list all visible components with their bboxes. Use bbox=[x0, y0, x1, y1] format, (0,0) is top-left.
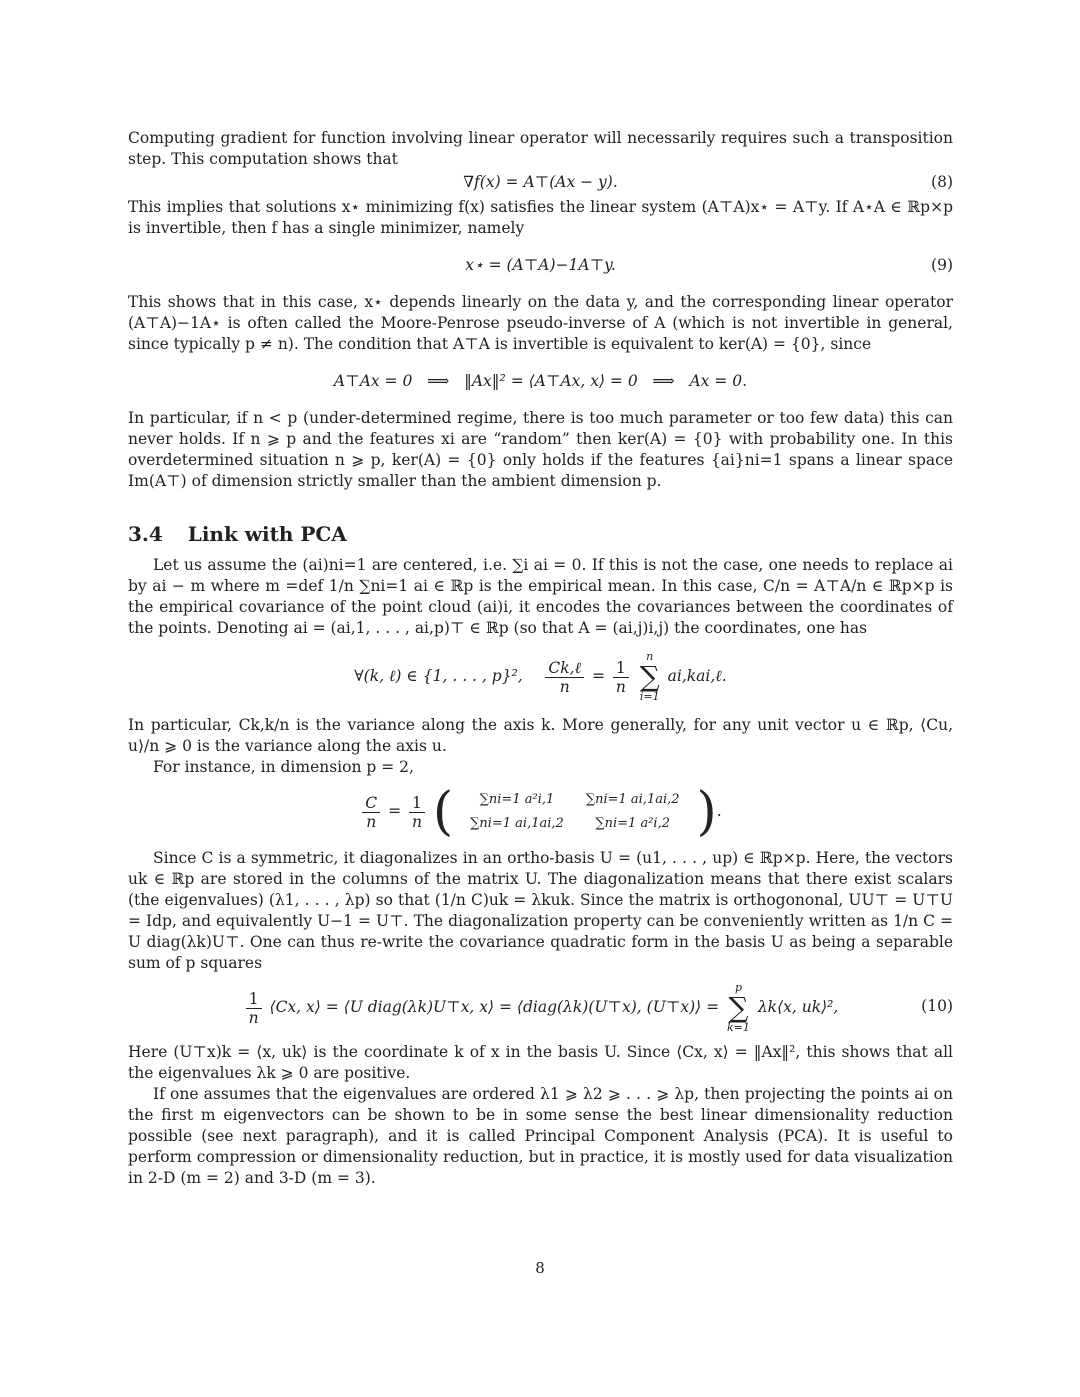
equation-covariance: ∀(k, ℓ) ∈ {1, . . . , p}², $\frac{\text{Ck,ℓ}}{n}$ = $\frac{1}{n}$ n ∑ i=1 ai,kai,ℓ. bbox=[354, 650, 727, 703]
equation-matrix: $\frac{C}{n}$ = $\frac{1}{n}$ ( ∑ni=1 a²i,1 ∑ni=1 ai,1ai,2 ∑ni=1 ai,1ai,2 ∑ni=1 a²i,2 ). bbox=[128, 786, 953, 838]
covariance-summand: ai,kai,ℓ. bbox=[667, 667, 727, 685]
variance-paragraph: In particular, Ck,k/n is the variance along the axis k. More generally, for any unit vector u ∈ ℝp, ⟨Cu, u⟩/n ⩾ 0 is the variance along the axis u. bbox=[128, 716, 953, 755]
covariance-quantifier: ∀(k, ℓ) ∈ {1, . . . , p}², bbox=[354, 667, 523, 685]
linear-system-paragraph: This implies that solutions x⋆ minimizing f(x) satisfies the linear system (A⊤A)x⋆ = A⊤y. If A⋆A ∈ ℝp×p is invertible, then f has a single minimizer, namely bbox=[128, 198, 953, 237]
c-over-n-fraction: $\frac{C}{n}$ bbox=[362, 794, 380, 831]
regime-paragraph: In particular, if n < p (under-determined regime, there is too much parameter or too few data) this can never holds. If n ⩾ p and the features xi are “random” then ker(A) = {0} with probability one. In this overdetermined situation n ⩾ p, ker(A) = {0} only holds if the features {ai}ni=1 spans a linear space Im(A⊤) of dimension strictly smaller than the ambient dimension p. bbox=[128, 409, 953, 490]
one-over-n-fraction-2: $\frac{1}{n}$ bbox=[409, 794, 425, 831]
section-number: 3.4 bbox=[128, 522, 163, 546]
summation-symbol: n ∑ i=1 bbox=[639, 650, 660, 703]
section-title: Link with PCA bbox=[187, 522, 347, 546]
equation-9 bbox=[128, 255, 953, 276]
equation-8-number: (8) bbox=[931, 173, 953, 191]
diagonalization-paragraph: Since C is a symmetric, it diagonalizes in an ortho-basis U = (u1, . . . , up) ∈ ℝp×p. Here, the vectors uk ∈ ℝp are stored in the columns of the matrix U. The diagonalization means that there exist scalars (the eigenvalues) (λ1, . . . , λp) so that (1/n C)uk = λkuk. Since the matrix is orthogononal, UU⊤ = U⊤U = Idp, and equivalently U−1 = U⊤. The diagonalization property can be conveniently written as 1/n C = U diag(λk)U⊤. One can thus re-write the covariance quadratic form in the basis U as being a separable sum of p squares bbox=[128, 849, 953, 972]
covariance-numerator: Ck,ℓ bbox=[545, 659, 584, 678]
matrix-cell: ∑ni=1 ai,1ai,2 bbox=[470, 816, 564, 831]
equation-8 bbox=[128, 172, 953, 193]
pseudo-inverse-paragraph: This shows that in this case, x⋆ depends linearly on the data y, and the corresponding linear operator (A⊤A)−1A⋆ is often called the Moore-Penrose pseudo-inverse of A (which is not invertible in general, since typically p ≠ n). The condition that A⊤A is invertible is equivalent to ker(A) = {0}, since bbox=[128, 293, 953, 353]
eigenvalues-paragraph: Here (U⊤x)k = ⟨x, uk⟩ is the coordinate k of x in the basis U. Since ⟨Cx, x⟩ = ‖Ax‖², this shows that all the eigenvalues λk ⩾ 0 are positive. bbox=[128, 1043, 953, 1082]
covariance-fraction bbox=[545, 659, 584, 696]
matrix-cell: ∑ni=1 a²i,2 bbox=[595, 816, 670, 831]
equation-9-body: x⋆ = (A⊤A)−1A⊤y. bbox=[465, 256, 616, 274]
page-number: 8 bbox=[535, 1259, 545, 1277]
centered-paragraph: Let us assume the (ai)ni=1 are centered, i.e. ∑i ai = 0. If this is not the case, one needs to replace ai by ai − m where m =def 1/n ∑ni=1 ai ∈ ℝp is the empirical mean. In this case, C/n = A⊤A/n ∈ ℝp×p is the empirical covariance of the point cloud (ai)i, it encodes the covariances between the coordinates of the points. Denoting ai = (ai,1, . . . , ai,p)⊤ ∈ ℝp (so that A = (ai,j)i,j) the coordinates, one has bbox=[128, 556, 953, 637]
equation-10-body: ⟨Cx, x⟩ = ⟨U diag(λk)U⊤x, x⟩ = ⟨diag(λk)(U⊤x), (U⊤x)⟩ = bbox=[269, 998, 720, 1016]
summation-symbol-2: p ∑ k=1 bbox=[727, 981, 750, 1034]
equation-kernel bbox=[128, 371, 953, 392]
pca-definition-paragraph: If one assumes that the eigenvalues are ordered λ1 ⩾ λ2 ⩾ . . . ⩾ λp, then projecting the points ai on the first m eigenvectors can be shown to be in some sense the best linear dimensionality reduction possible (see next paragraph), and it is called Principal Component Analysis (PCA). It is useful to perform compression or dimensionality reduction, but in practice, it is mostly used for data visualization in 2-D (m = 2) and 3-D (m = 3). bbox=[128, 1085, 953, 1187]
one-over-n-fraction: $\frac{1}{n}$ bbox=[613, 659, 629, 696]
equation-kernel-body: A⊤Ax = 0 ⟹ ‖Ax‖² = ⟨A⊤Ax, x⟩ = 0 ⟹ Ax = 0. bbox=[333, 372, 748, 390]
matrix-cell: ∑ni=1 a²i,1 bbox=[479, 792, 555, 807]
covariance-matrix bbox=[458, 787, 691, 837]
instance-paragraph: For instance, in dimension p = 2, bbox=[153, 758, 414, 776]
equation-8-body: ∇f(x) = A⊤(Ax − y). bbox=[463, 173, 618, 191]
equation-10-number: (10) bbox=[921, 997, 953, 1015]
equation-10-summand: λk⟨x, uk⟩², bbox=[757, 998, 839, 1016]
intro-paragraph: Computing gradient for function involving linear operator will necessarily requires such a transposition step. This computation shows that bbox=[128, 129, 953, 168]
equation-9-number: (9) bbox=[931, 256, 953, 274]
page-body bbox=[128, 128, 953, 1189]
covariance-denominator: n bbox=[559, 677, 570, 696]
section-heading bbox=[128, 524, 953, 545]
equation-10 bbox=[128, 982, 953, 1034]
matrix-cell: ∑ni=1 ai,1ai,2 bbox=[585, 792, 680, 807]
one-over-n-fraction-3: $\frac{1}{n}$ bbox=[246, 990, 262, 1027]
